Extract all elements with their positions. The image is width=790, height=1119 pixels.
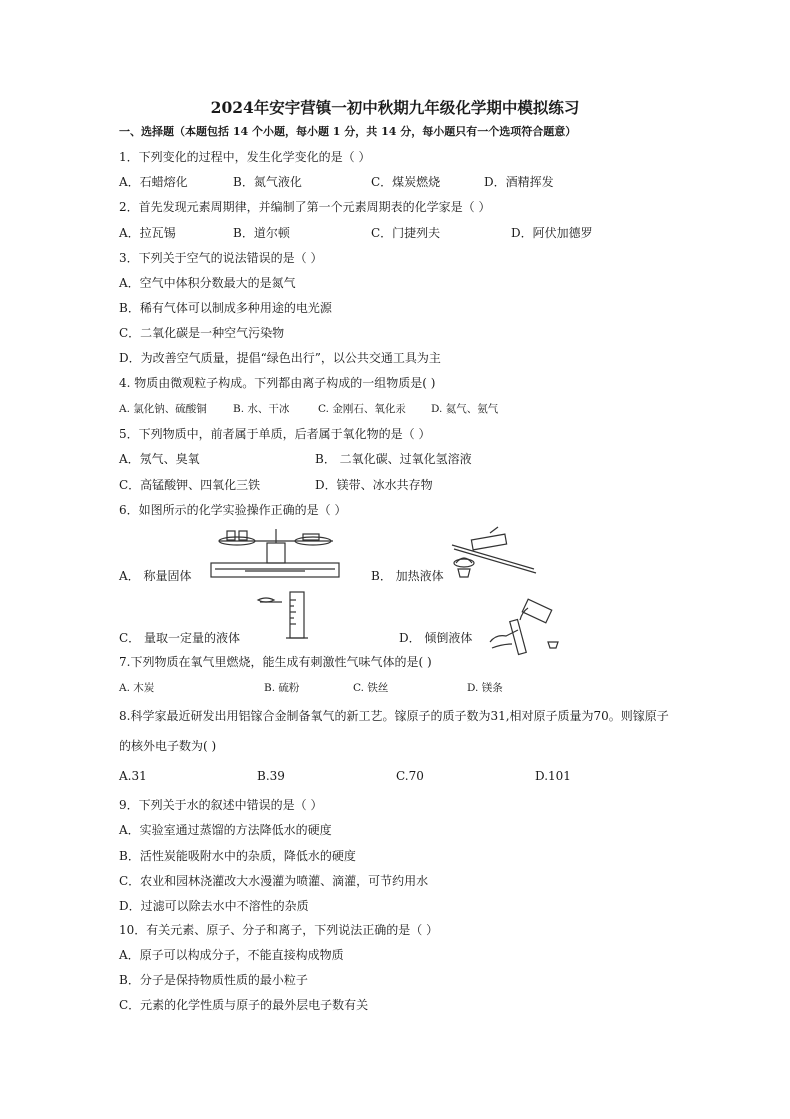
option-b: B． 二氧化碳、过氧化氢溶液 (315, 452, 472, 466)
pouring-liquid-figure (484, 600, 564, 656)
section-heading: 一、选择题（本题包括 14 个小题，每小题 1 分，共 14 分，每小题只有一个选项符合题意） (119, 125, 577, 138)
question-stem: 5．下列物质中，前者属于单质，后者属于氧化物的是（ ） (119, 427, 431, 441)
option-d: D． 倾倒液体 (399, 631, 473, 645)
question-stem: 6．如图所示的化学实验操作正确的是（ ） (119, 503, 347, 517)
option-b: B．稀有气体可以制成多种用途的电光源 (119, 301, 332, 315)
option-b: B．氮气液化 (233, 175, 302, 189)
option-a: A．氖气、臭氧 (119, 452, 200, 466)
option-a: A．原子可以构成分子，不能直接构成物质 (119, 948, 344, 962)
question-stem: 1．下列变化的过程中，发生化学变化的是（ ） (119, 150, 371, 164)
option-a: A．石蜡熔化 (119, 175, 188, 189)
option-a: A． 称量固体 (119, 569, 192, 583)
option-c: C．高锰酸钾、四氧化三铁 (119, 478, 261, 492)
option-b: B．分子是保持物质性质的最小粒子 (119, 973, 308, 987)
heating-liquid-figure (450, 523, 546, 583)
option-b: B.39 (257, 769, 285, 783)
option-d: D．酒精挥发 (484, 175, 554, 189)
option-d: D．镁带、冰水共存物 (315, 478, 433, 492)
option-d: D.101 (535, 769, 571, 783)
option-d: D．阿伏加德罗 (511, 226, 593, 240)
option-d: D．为改善空气质量，提倡“绿色出行”，以公共交通工具为主 (119, 351, 441, 365)
option-b: B． 加热液体 (371, 569, 444, 583)
option-b: B. 水、干冰 (233, 403, 290, 415)
option-d: D．过滤可以除去水中不溶性的杂质 (119, 899, 309, 913)
graduated-cylinder-figure (256, 590, 336, 642)
option-d: D. 氦气、氨气 (431, 403, 499, 415)
option-b: B. 硫粉 (264, 682, 300, 694)
question-stem: 2．首先发现元素周期律，并编制了第一个元素周期表的化学家是（ ） (119, 200, 491, 214)
question-stem: 4. 物质由微观粒子构成。下列都由离子构成的一组物质是( ) (119, 376, 436, 390)
question-stem: 9．下列关于水的叙述中错误的是（ ） (119, 798, 323, 812)
option-c: C．二氧化碳是一种空气污染物 (119, 326, 285, 340)
option-a: A．实验室通过蒸馏的方法降低水的硬度 (119, 823, 332, 837)
option-c: C． 量取一定量的液体 (119, 631, 240, 645)
option-c: C.70 (396, 769, 424, 783)
question-stem: 8.科学家最近研发出用铝镓合金制备氧气的新工艺。镓原子的质子数为31,相对原子质量为70。则镓原子 (119, 709, 669, 723)
option-a: A. 氯化钠、硫酸铜 (119, 403, 207, 415)
option-a: A. 木炭 (119, 682, 155, 694)
option-a: A．拉瓦锡 (119, 226, 176, 240)
question-stem-continued: 的核外电子数为( ) (119, 739, 217, 753)
option-c: C. 铁丝 (353, 682, 389, 694)
option-d: D. 镁条 (467, 682, 503, 694)
option-b: B．活性炭能吸附水中的杂质，降低水的硬度 (119, 849, 356, 863)
option-c: C．煤炭燃烧 (371, 175, 441, 189)
question-stem: 3．下列关于空气的说法错误的是（ ） (119, 251, 323, 265)
question-stem: 7.下列物质在氧气里燃烧，能生成有刺激性气味气体的是( ) (119, 655, 432, 669)
option-a: A.31 (119, 769, 147, 783)
option-c: C. 金刚石、氧化汞 (318, 403, 406, 415)
balance-scale-figure (205, 527, 351, 581)
question-stem: 10．有关元素、原子、分子和离子，下列说法正确的是（ ） (119, 923, 439, 937)
option-b: B．道尔顿 (233, 226, 290, 240)
option-c: C．农业和园林浇灌改大水漫灌为喷灌、滴灌，可节约用水 (119, 874, 429, 888)
option-c: C．门捷列夫 (371, 226, 441, 240)
option-c: C．元素的化学性质与原子的最外层电子数有关 (119, 998, 369, 1012)
page-title: 2024年安宇营镇一初中秋期九年级化学期中模拟练习 (210, 98, 580, 117)
option-a: A．空气中体积分数最大的是氮气 (119, 276, 296, 290)
